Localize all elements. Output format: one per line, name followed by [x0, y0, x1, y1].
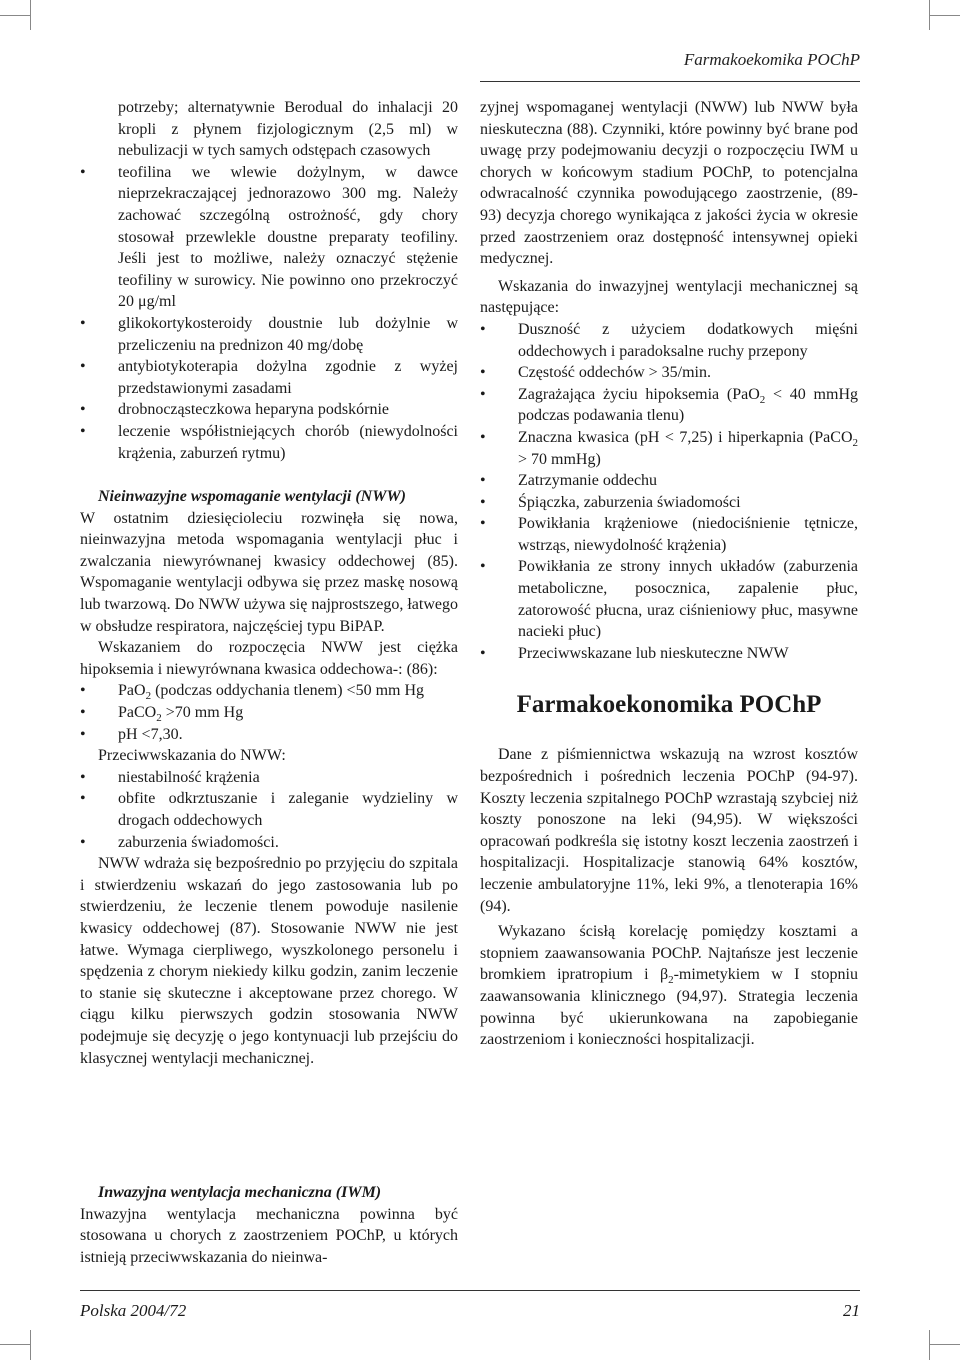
list-item: • Śpiączka, zaburzenia świadomości [480, 492, 858, 514]
section-heading-iwm: Inwazyjna wentylacja mechaniczna (IWM) [98, 1184, 382, 1201]
list-item: • Powikłania ze strony innych układów (zaburzenia metaboliczne, posocznica, zapalenie płuc, zatorowość płucna, uraz ciśnieniowy płuc, masywne nacieki płuc) [480, 556, 858, 642]
crop-mark [0, 1344, 30, 1345]
section-heading-nww: Nieinwazyjne wspomaganie wentylacji (NWW) [98, 488, 406, 506]
paragraph: Wskazaniem do rozpoczęcia NWW jest ciężka hipoksemia i niewyrównana kwasica oddechowa-: (86): [80, 639, 458, 678]
list-item: • drobnocząsteczkowa heparyna podskórnie [80, 399, 458, 421]
paragraph: Dane z piśmiennictwa wskazują na wzrost kosztów bezpośrednich i pośrednich leczenia POChP (94-97). Koszty leczenia szpitalnego POChP wzrastają szybciej niż koszty ponoszone na leki (94,95). W większości opracowań podkreśla się istotny koszt leczenia zaostrzeń i hospitalizacji. Hospitalizacje stanowią 64% kosztów, leczenie ambulatoryjne 11%, leki 9%, a tlenoterapia 16% (94). [480, 746, 858, 915]
list-item: • Przeciwwskazane lub nieskuteczne NWW [480, 643, 858, 665]
paragraph: zyjnej wspomaganej wentylacji (NWW) lub NWW była nieskuteczna (88). Czynniki, które powinny być brane pod uwagę przy podejmowaniu decyzji o rozpoczęciu IWM u chorych w końcowym stadium POChP, to potencjalna odwracalność czynnika powodującego zaostrzenie, (89-93) decyzja chorego wynikająca z jakości życia w okresie przed zaostrzeniem oraz dostępność intensywnej opieki medycznej. [480, 99, 858, 268]
crop-mark [30, 0, 31, 30]
list-item: • Duszność z użyciem dodatkowych mięśni oddechowych i paradoksalne ruchy przepony [480, 319, 858, 362]
left-column-bottom [80, 1182, 458, 1268]
left-column [80, 97, 458, 1069]
list-item: • PaCO$_2$ >70 mm Hg [80, 702, 458, 724]
list-item: • teofilina we wlewie dożylnym, w dawce nieprzekraczającej jednorazowo 300 mg. Należy zachować szczególną ostrożność, gdy chory stosował przewlekle doustne preparaty teofiliny. Jeśli jest to możliwe, należy oznaczyć stężenie teofiliny w surowicy. Nie powinno ono przekroczyć 20 μg/ml [80, 162, 458, 313]
page-number: 21 [843, 1301, 860, 1320]
list-item: • leczenie współistniejących chorób (niewydolności krążenia, zaburzeń rytmu) [80, 421, 458, 464]
list-item: • Częstość oddechów > 35/min. [480, 362, 858, 384]
crop-mark [30, 1330, 31, 1360]
indications-list [80, 680, 458, 745]
paragraph: Wskazania do inwazyjnej wentylacji mechanicznej są następujące: [480, 277, 858, 317]
crop-mark [929, 1330, 930, 1360]
crop-mark [929, 0, 930, 30]
crop-mark [0, 15, 30, 16]
paragraph: Wykazano ścisłą korelację pomiędzy kosztami a stopniem zaawansowania POChP. Najtańsze jest leczenie bromkiem ipratropium i $\beta_2$-mimetykiem w I stopniu zaawansowania klinicznego (94,97). Strategia leczenia powinna być ukierunkowana na zapobieganie zaostrzeniom i konieczności hospitalizacji. [480, 923, 859, 1049]
list-item: • glikokortykosteroidy doustnie lub dożylnie w przeliczeniu na prednizon 40 mg/dobę [80, 313, 458, 356]
list-item: • antybiotykoterapia dożylna zgodnie z wyżej przedstawionymi zasadami [80, 356, 458, 399]
paragraph: Inwazyjna wentylacja mechaniczna powinna być stosowana u chorych z zaostrzeniem POChP, u których istnieją przeciwwskazania do nieinwa- [80, 1205, 458, 1266]
list-item: • Zagrażająca życiu hipoksemia (PaO$_2$ < 40 mmHg podczas podawania tlenu) [480, 384, 858, 427]
list-item: • niestabilność krążenia [80, 767, 458, 789]
list-item: • obfite odkrztuszanie i zaleganie wydzieliny w drogach oddechowych [80, 788, 458, 831]
iwm-indications-list [480, 319, 858, 665]
right-column [480, 97, 858, 1051]
contraindications-list [80, 767, 458, 853]
section-title: Farmakoekonomika POChP [516, 691, 822, 719]
list-item: • Powikłania krążeniowe (niedociśnienie tętnicze, wstrząs, niewydolność krążenia) [480, 513, 858, 556]
list-item: • PaO$_2$ (podczas oddychania tlenem) <50 mm Hg [80, 680, 458, 702]
list-item: • Znaczna kwasica (pH < 7,25) i hiperkapnia (PaCO$_2$ > 70 mmHg) [480, 427, 858, 470]
paragraph: W ostatnim dziesięcioleciu rozwinęła się nowa, nieinwazyjna metoda wspomagania wentylacji płuc i zwalczania niewyrównanej kwasicy oddechowej (85). Wspomaganie wentylacji odbywa się przez maskę nosową lub twarzową. Do NWW używa się najprostszego, łatwego w obsłudze respiratora, najczęściej typu BiPAP. [80, 509, 458, 635]
header-rule [480, 81, 860, 82]
list-item: • Zatrzymanie oddechu [480, 470, 858, 492]
treatment-list [80, 162, 458, 464]
paragraph: NWW wdraża się bezpośrednio po przyjęciu do szpitala i stwierdzeniu wskazań do jego zastosowania lub po stwierdzeniu, że leczenie tlenem powoduje nasilenie kwasicy oddechowej (87). Stosowanie NWW nie jest łatwe. Wymaga cierpliwego, wyszkolonego personelu i spędzenia z chorym niekiedy kilku godzin, zanim leczenie to stanie się skuteczne i akceptowane przez chorego. W ciągu kilku pierwszych godzin stosowania NWW podejmuje się decyzję o jego kontynuacji lub przejściu do klasycznej wentylacji mechanicznej. [80, 855, 458, 1067]
contraindications-label: Przeciwwskazania do NWW: [98, 747, 286, 765]
crop-mark [930, 1344, 960, 1345]
list-item: • zaburzenia świadomości. [80, 832, 458, 854]
running-title: Farmakoekomika POChP [683, 50, 860, 69]
paragraph: potrzeby; alternatywnie Berodual do inhalacji 20 kropli z płynem fizjologicznym (2,5 ml) w nebulizacji w tych samych odstępach czasowych [118, 99, 458, 160]
crop-mark [930, 15, 960, 16]
footer-rule [80, 1290, 860, 1291]
journal-issue: Polska 2004/72 [80, 1301, 187, 1320]
list-item: • pH <7,30. [80, 724, 458, 746]
